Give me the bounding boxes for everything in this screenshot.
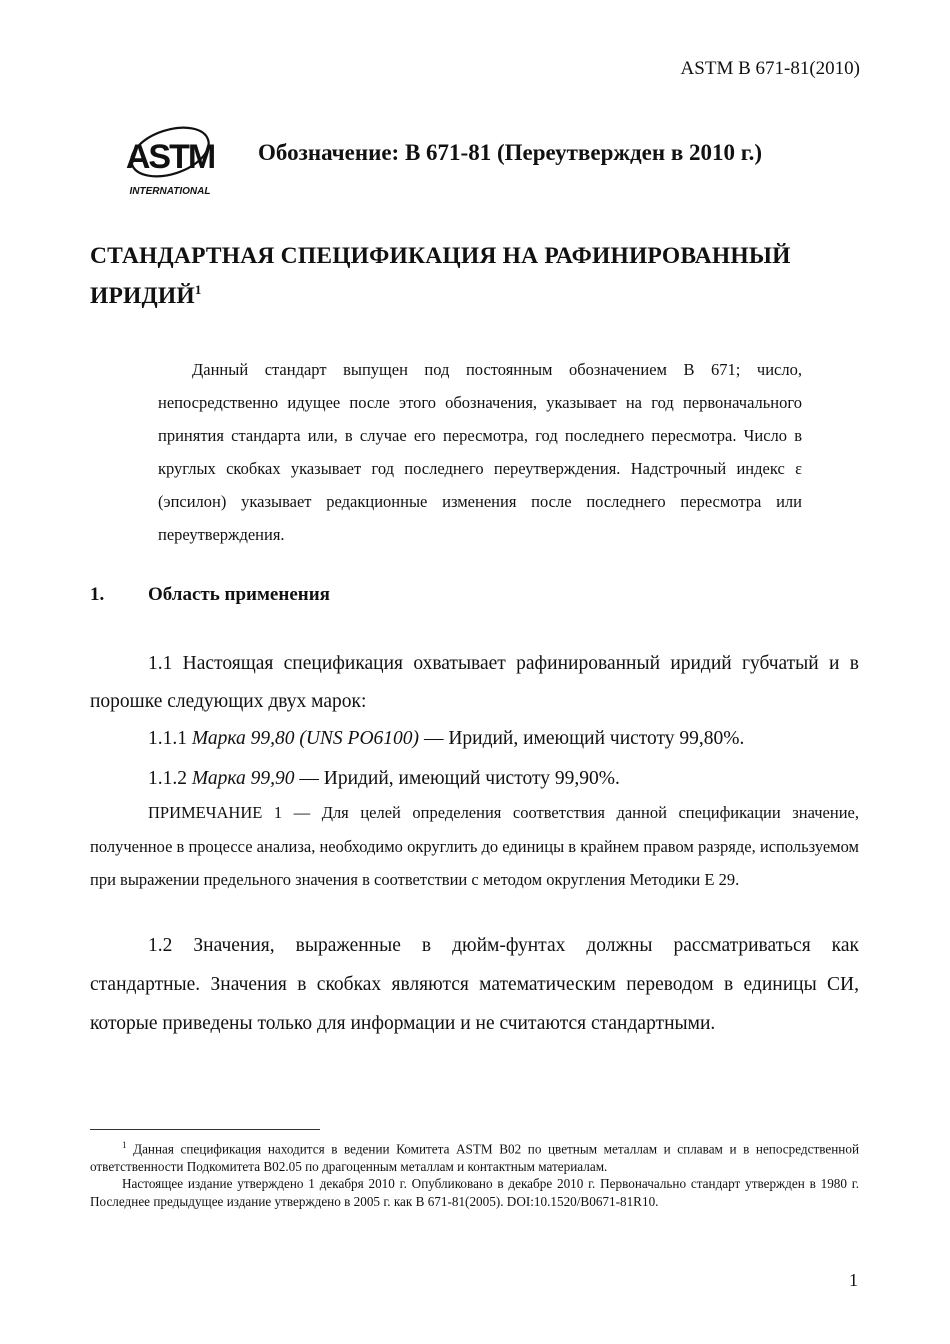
paragraph-1-2 <box>90 926 859 1043</box>
intro-paragraph: Данный стандарт выпущен под постоянным обозначением B 671; число, непосредственно идущее после этого обозначения, указывает на год первоначального принятия стандарта или, в случае его пересмотра, год последнего пересмотра. Число в круглых скобках указывает год последнего переутверждения. Надстрочный индекс ε (эпсилон) указывает редакционные изменения после последнего пересмотра или переутверждения. <box>158 360 802 544</box>
document-title-text: СТАНДАРТНАЯ СПЕЦИФИКАЦИЯ НА РАФИНИРОВАННЫЙ ИРИДИЙ <box>90 243 791 309</box>
paragraph-1-1-2-text: — Иридий, имеющий чистоту 99,90%. <box>294 768 620 789</box>
section-title: Область применения <box>148 584 330 605</box>
astm-logo-letters: ASTM <box>126 138 214 176</box>
section-number: 1. <box>90 584 105 605</box>
title-footnote-mark: 1 <box>194 282 202 298</box>
footnote-1-mark: 1 <box>122 1140 127 1150</box>
grade-99-80-label: Марка 99,80 (UNS PO6100) <box>191 728 420 749</box>
paragraph-1-1-1 <box>90 720 859 758</box>
paragraph-1-1-2-number: 1.1.2 <box>148 768 192 789</box>
note-1-text: ПРИМЕЧАНИЕ 1 — Для целей определения соответствия данной спецификации значение, полученное в процессе анализа, необходимо округлить до единицы в крайнем правом разряде, используемом при выражении предельного значения в соответствии с методом округления Методики E 29. <box>90 803 859 889</box>
paragraph-1-1-text: 1.1 Настоящая спецификация охватывает рафинированный иридий губчатый и в порошке следующих двух марок: <box>90 653 859 712</box>
document-title <box>90 236 880 316</box>
footnotes <box>90 1137 859 1210</box>
page-number: 1 <box>849 1270 858 1290</box>
note-1 <box>90 796 859 897</box>
grade-99-90-label: Марка 99,90 <box>191 768 295 789</box>
standard-intro-note <box>158 353 802 551</box>
paragraph-1-1 <box>90 645 859 721</box>
section-heading-scope <box>90 584 330 606</box>
footnote-1 <box>90 1137 859 1175</box>
paragraph-1-1-1-text: — Иридий, имеющий чистоту 99,80%. <box>419 728 745 749</box>
footnote-1-text: Данная спецификация находится в ведении Комитета ASTM B02 по цветным металлам и сплавам и в непосредственной ответственности Подкомитета B02.05 по драгоценным металлам и контактным материалам. <box>90 1141 859 1174</box>
footnote-separator <box>90 1129 320 1130</box>
astm-logo <box>126 122 214 198</box>
footnote-2: Настоящее издание утверждено 1 декабря 2010 г. Опубликовано в декабре 2010 г. Первоначально стандарт утвержден в 1980 г. Последнее предыдущее издание утверждено в 2005 г. как B 671-81(2005). DOI:10.1520/B0671-81R10. <box>90 1176 859 1209</box>
document-code-header: ASTM B 671-81(2010) <box>680 58 860 79</box>
paragraph-1-1-1-number: 1.1.1 <box>148 728 192 749</box>
paragraph-1-1-2 <box>90 760 859 798</box>
astm-logo-subtitle: INTERNATIONAL <box>129 186 211 197</box>
designation-heading: Обозначение: B 671-81 (Переутвержден в 2010 г.) <box>258 140 763 165</box>
paragraph-1-2-text: 1.2 Значения, выраженные в дюйм-фунтах должны рассматриваться как стандартные. Значения в скобках являются математическим переводом в единицы СИ, которые приведены только для информации и не считаются стандартными. <box>90 935 859 1034</box>
